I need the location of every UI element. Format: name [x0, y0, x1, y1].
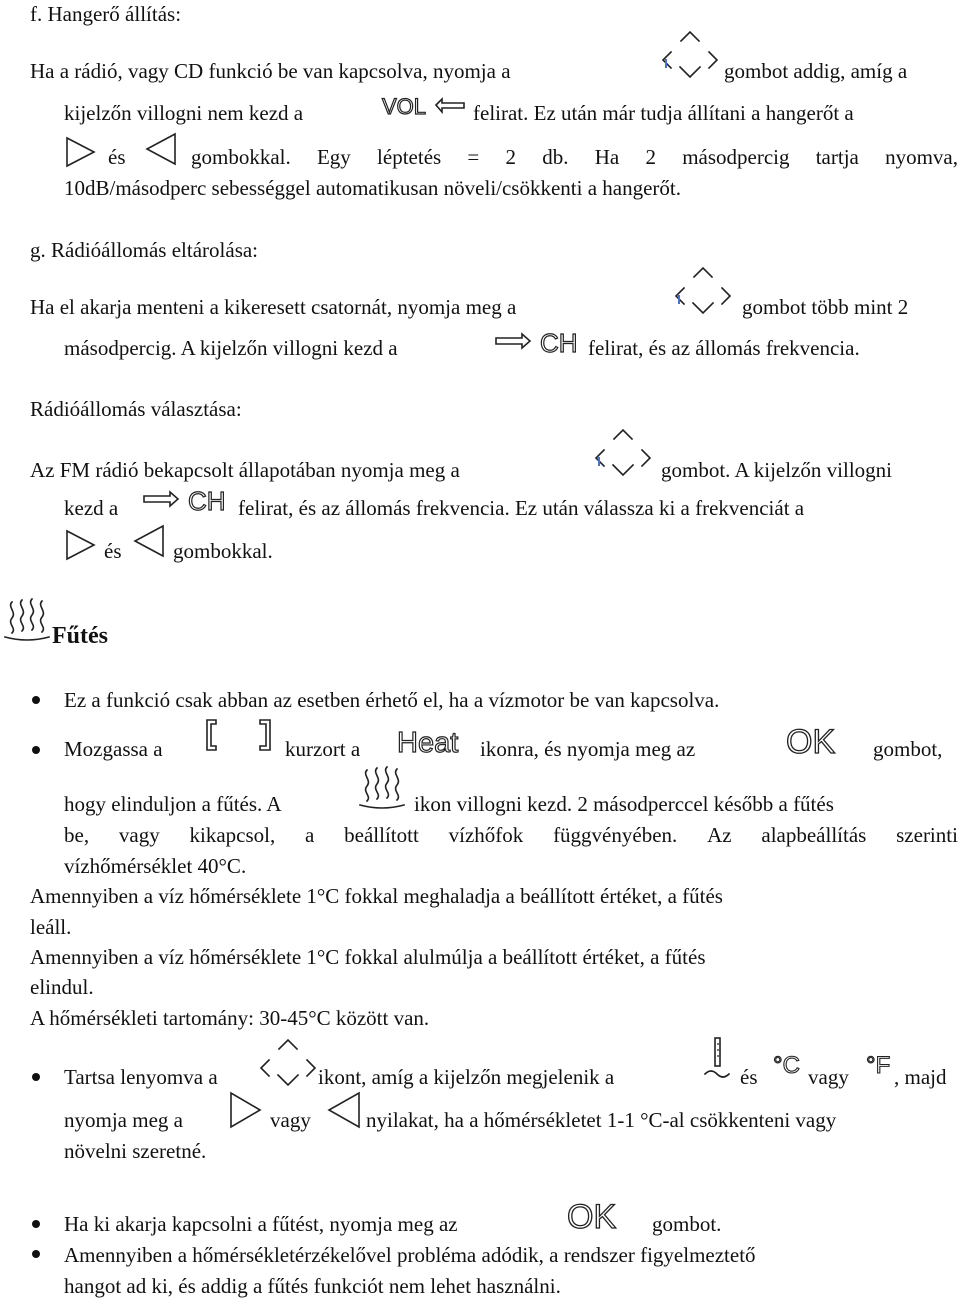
heating-p4: A hőmérsékleti tartomány: 30-45°C között van. [30, 1006, 430, 1030]
cursor-brackets-icon [204, 718, 274, 760]
four-way-nav-icon [593, 424, 653, 484]
heating-b2-l3 [64, 825, 958, 846]
ok-label: OK [567, 1198, 617, 1236]
word: vízhőfok [448, 823, 524, 847]
heating-p3-l1: Amennyiben a víz hőmérséklete 1°C fokkal alulmúlja a beállított értéket, a fűtés [30, 945, 706, 969]
section-g-title: g. Rádióállomás eltárolása: [30, 238, 259, 262]
f-line2-a: kijelzőn villogni nem kezd a [64, 101, 304, 125]
g-line1-b: gombot több mint 2 [742, 295, 909, 319]
heating-b2-l2-a: hogy elinduljon a fűtés. A [64, 792, 282, 816]
heating-b3-l1-b: ikont, amíg a kijelzőn megjelenik a [318, 1065, 615, 1089]
celsius-icon [773, 1049, 805, 1083]
word: = [467, 145, 480, 169]
select-line3-b: gombokkal. [173, 539, 273, 563]
f-line1-b: gombot addig, amíg a [724, 59, 908, 83]
bullet [32, 1220, 40, 1228]
word: gombokkal. [191, 145, 291, 169]
ch-indicator-icon [494, 328, 584, 360]
triangle-left-icon [327, 1092, 361, 1132]
word: be, [64, 823, 90, 847]
heating-b5-l1: Amennyiben a hőmérsékletérzékelővel probléma adódik, a rendszer figyelmeztető [64, 1243, 756, 1267]
ch-label: CH [188, 486, 226, 516]
bullet [32, 696, 40, 704]
fahrenheit-label: °F [866, 1052, 891, 1079]
word: szerinti [896, 823, 958, 847]
heating-title: Fűtés [52, 623, 108, 649]
word: vagy [118, 823, 160, 847]
heating-b3-l2-b: nyilakat, ha a hőmérsékletet 1-1 °C-al csökkenteni vagy [366, 1108, 837, 1132]
ok-button-icon [786, 725, 858, 761]
section-f-title: f. Hangerő állítás: [30, 2, 182, 26]
heating-b3-l3: növelni szeretné. [64, 1139, 207, 1163]
heating-b2-l1-d: gombot, [873, 737, 943, 761]
triangle-left-icon [133, 525, 165, 561]
select-line2-b: felirat, és az állomás frekvencia. Ez után válassza ki a frekvenciát a [238, 496, 805, 520]
triangle-left-icon [145, 133, 177, 169]
heating-b3-l1-a: Tartsa lenyomva a [64, 1065, 218, 1089]
four-way-nav-icon [673, 262, 733, 322]
word: a [305, 823, 315, 847]
f-line4: 10dB/másodperc sebességgel automatikusan növeli/csökkenti a hangerőt. [64, 176, 682, 200]
f-line1-a: Ha a rádió, vagy CD funkció be van kapcsolva, nyomja a [30, 59, 511, 83]
word: függvényében. [553, 823, 678, 847]
heating-p3-l2: elindul. [30, 975, 94, 999]
word: nyomva, [885, 145, 958, 169]
triangle-right-icon [230, 1092, 262, 1132]
four-way-nav-icon [258, 1034, 318, 1094]
word: másodpercig [682, 145, 790, 169]
vol-indicator-icon [382, 94, 466, 124]
select-line1-b: gombot. A kijelzőn villogni [661, 458, 892, 482]
heating-b3-majd: , majd [894, 1065, 947, 1089]
heating-waves-icon [359, 764, 405, 814]
heating-b3-vagy: vagy [808, 1065, 849, 1089]
word: tartja [815, 145, 859, 169]
heating-b2-l2-b: ikon villogni kezd. 2 másodperccel később a fűtés [414, 792, 834, 816]
triangle-right-icon [66, 137, 96, 171]
heat-label: Heat [397, 727, 459, 759]
section-select-title: Rádióállomás választása: [30, 397, 242, 421]
ok-label: OK [786, 723, 836, 761]
heating-b2-l1-c: ikonra, és nyomja meg az [480, 737, 696, 761]
g-line2-b: felirat, és az állomás frekvencia. [588, 336, 860, 360]
heating-b3-l2-a: nyomja meg a [64, 1108, 183, 1132]
heating-b2-l1-b: kurzort a [285, 737, 361, 761]
f-line3-b [191, 147, 958, 168]
heating-b4-a: Ha ki akarja kapcsolni a fűtést, nyomja meg az [64, 1212, 458, 1236]
word: 2 [505, 145, 516, 169]
fahrenheit-icon [866, 1049, 896, 1083]
word: Egy [316, 145, 351, 169]
f-line2-b: felirat. Ez után már tudja állítani a hangerőt a [473, 101, 854, 125]
heat-label-icon [397, 726, 471, 760]
g-line1-a: Ha el akarja menteni a kikeresett csatornát, nyomja meg a [30, 295, 517, 319]
word: léptetés [377, 145, 442, 169]
bullet [32, 1073, 40, 1081]
select-line1-a: Az FM rádió bekapcsolt állapotában nyomja meg a [30, 458, 460, 482]
heating-b2-l4: vízhőmérséklet 40°C. [64, 854, 247, 878]
word: Ha [594, 145, 620, 169]
ok-button-icon [567, 1200, 639, 1236]
bullet [32, 746, 40, 754]
triangle-right-icon [66, 530, 96, 564]
word: beállított [344, 823, 419, 847]
ch-label: CH [540, 328, 578, 358]
heating-p2-l2: leáll. [30, 915, 72, 939]
word: alapbeállítás [761, 823, 867, 847]
heating-p2-l1: Amennyiben a víz hőmérséklete 1°C fokkal meghaladja a beállított értéket, a fűtés [30, 884, 723, 908]
g-line2-a: másodpercig. A kijelzőn villogni kezd a [64, 336, 398, 360]
word: 2 [645, 145, 656, 169]
word: Az [707, 823, 732, 847]
f-line3-es: és [108, 145, 126, 169]
heating-b4-b: gombot. [652, 1212, 722, 1236]
heating-b3-es: és [740, 1065, 758, 1089]
heating-b2-l1-a: Mozgassa a [64, 737, 163, 761]
select-line3-es: és [104, 539, 122, 563]
vol-label: VOL [382, 94, 427, 119]
word: kikapcsol, [189, 823, 276, 847]
ch-indicator-icon [142, 486, 232, 518]
four-way-nav-icon [660, 26, 720, 86]
bullet [32, 1250, 40, 1258]
word: db. [542, 145, 569, 169]
heating-b3-l2-vagy: vagy [270, 1108, 311, 1132]
heating-waves-icon [4, 596, 50, 646]
heating-b5-l2: hangot ad ki, és addig a fűtés funkciót nem lehet használni. [64, 1274, 561, 1298]
thermometer-icon [703, 1036, 731, 1090]
heating-b1: Ez a funkció csak abban az esetben érhető el, ha a vízmotor be van kapcsolva. [64, 688, 720, 712]
celsius-label: °C [773, 1052, 800, 1079]
select-line2-a: kezd a [64, 496, 119, 520]
